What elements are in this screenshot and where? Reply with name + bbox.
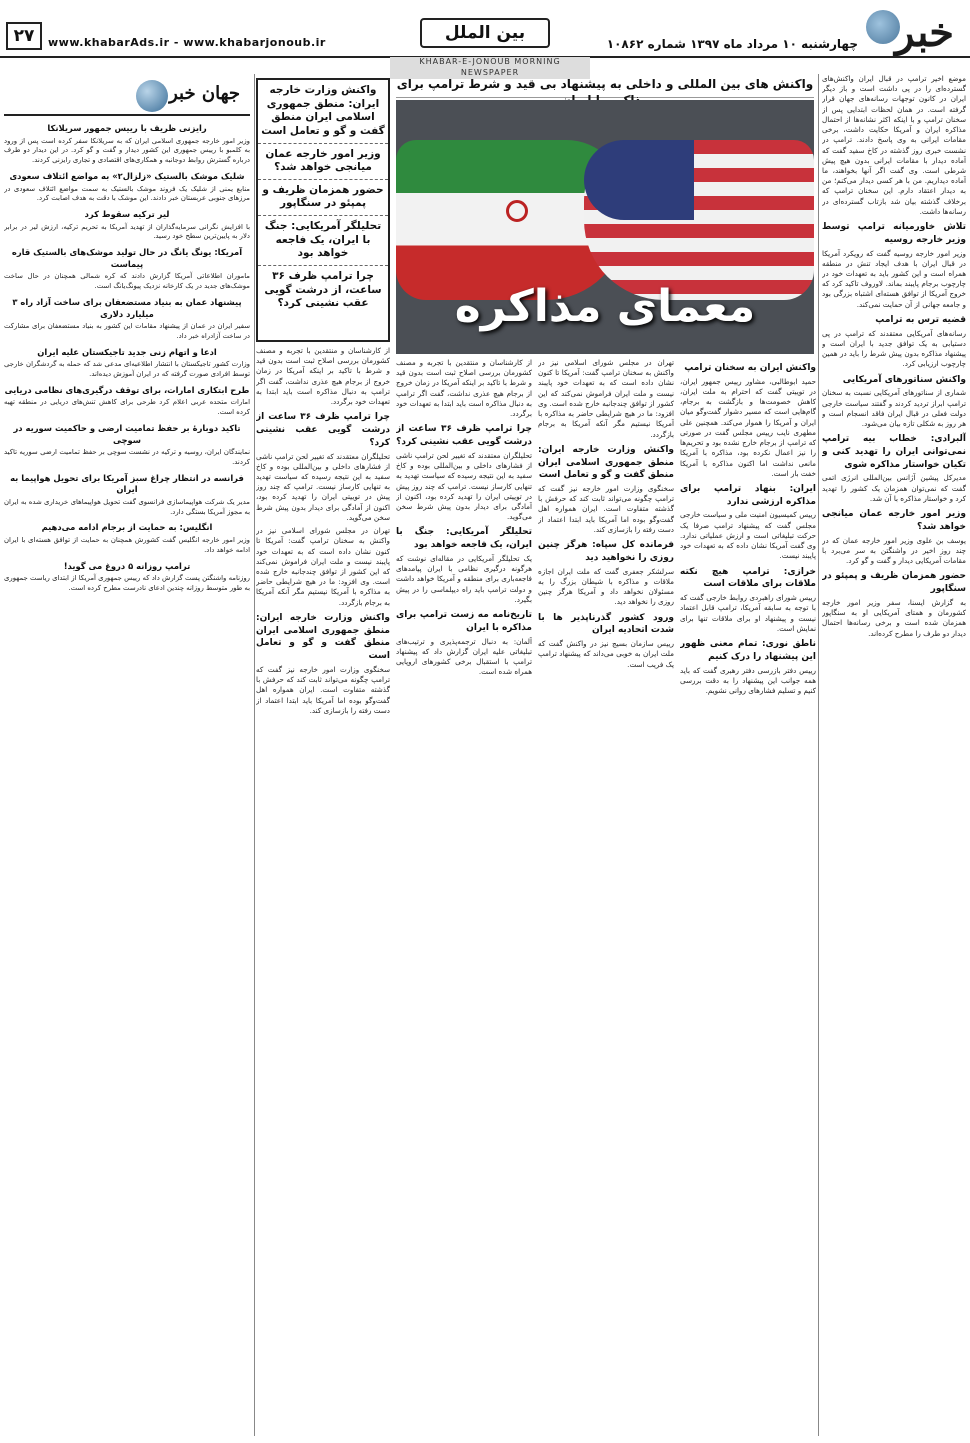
article-column-2 xyxy=(680,358,816,1436)
column-divider xyxy=(254,74,255,1436)
article-heading: تحلیلگر آمریکایی: جنگ با ایران، یک فاجعه خواهد بود xyxy=(396,527,532,551)
article-heading: حضور همزمان ظریف و پمپئو در سنگاپور xyxy=(822,571,966,595)
article-heading: وزیر امور خارجه عمان میانجی خواهد شد؟ xyxy=(822,509,966,532)
newspaper-english-name: KHABAR-E-JONOUB MORNING NEWSPAPER xyxy=(390,57,590,79)
article-paragraph: رییس شورای راهبردی روابط خارجی گفت که با توجه به سابقه آمریکا، ترامپ قابل اعتماد نیست و پیشنهاد او برای ملاقات تنها برای نمایش است. xyxy=(680,593,816,633)
article-heading: پیشنهاد عمان به بنیاد مستضعفان برای ساخت آزاد راه ۳ میلیارد دلاری xyxy=(12,296,242,319)
article-paragraph: وزیر امور خارجه روسیه گفت که رویکرد آمریکا در قبال ایران با هدف ایجاد تنش در منطقه همراه است و این کشور باید به تعهدات خود در چارچوب برجام پایبند بماند. لاوروف تاکید کرد که خروج آمریکا از توافق هسته‌ای اشتباه بزرگی بود و جامعه جهانی از آن حمایت نمی‌کند. xyxy=(822,248,966,309)
photo-title: معمای مذاکره xyxy=(454,280,756,332)
article-heading: واکنش سناتورهای آمریکایی xyxy=(842,374,966,385)
article-paragraph: ماموران اطلاعاتی آمریکا گزارش دادند که کره شمالی همچنان در حال ساخت موشک‌های جدید در یک کارخانه نزدیک پیونگ‌یانگ است. xyxy=(4,272,250,291)
article-paragraph: سرلشکر جعفری گفت که ملت ایران اجازه ملاقات و مذاکره با شیطان بزرگ را به مسئولان نخواهد داد و آمریکا هرگز چنین روزی را نخواهد دید. xyxy=(538,566,674,607)
article-heading: انگلیس: به حمایت از برجام ادامه می‌دهیم xyxy=(41,522,213,533)
article-heading: لیر ترکیه سقوط کرد xyxy=(84,208,170,219)
article-heading: ناطق نوری: تمام معنی ظهور این پیشنهاد را درک کنیم xyxy=(680,638,816,662)
article-heading: واکنش وزارت خارجه ایران: منطق جمهوری اسلامی ایران منطق گفت و گو و تعامل است xyxy=(256,612,390,662)
article-heading: ترامپ روزانه ۵ دروغ می گوید! xyxy=(63,560,191,571)
article-paragraph: یوسف بن علوی وزیر امور خارجه عمان که در چند روز اخیر در واشنگتن به سر می‌برد با مقامات آمریکایی دیدار و گفت و گو کرد. xyxy=(822,535,966,566)
article-heading: قضیه ترس به ترامپ xyxy=(875,314,966,325)
article-paragraph: موضع اخیر ترامپ در قبال ایران واکنش‌های گسترده‌ای را در پی داشت است و باز دیگر ایران در کانون توجهات رسانه‌های جهان قرار گرفته است. در همان لحظات ابتدایی پس از سخنان ترامپ و با اینکه اکثر نشانه‌ها از احتمال مذاکره ایران و آمریکا حکایت داشت، برخی مقامات ایرانی به وی پاسخ دادند. ترامپ در نشست خبری روز گذشته در کاخ سفید گفت که آماده دیدار با مقامات ایرانی بدون هیچ پیش شرطی است. وی گفت اگر آنها بخواهند، ما آماده دیداریم. من با هر کسی دیدار می‌کنم؛ من به دیدار اعتقاد دارم. این سخنان ترامپ که برخلاف گذشته بیان شد بازتاب گسترده‌ای در رسانه‌ها داشت. xyxy=(822,74,966,216)
article-paragraph: وزیر امور خارجه جمهوری اسلامی ایران که به سریلانکا سفر کرده است پس از ورود به کلمبو با رییس جمهوری این کشور دیدار و گفت و گو کرد. در این دیدار دو طرف درباره گسترش روابط دوجانبه و همکاری‌های اقتصادی و تجاری رایزنی کردند. xyxy=(4,136,250,165)
article-column-1 xyxy=(822,74,966,1436)
article-paragraph: تهران در مجلس شورای اسلامی نیز در واکنش به سخنان ترامپ گفت: آمریکا تا کنون نشان داده است که به تعهدات خود پایبند نیست و ملت ایران فراموش نمی‌کند که این کشور از توافق چندجانبه خارج شده است. وی افزود: ما در هیچ شرایطی حاضر به مذاکره با آمریکا نیستیم مگر آنکه آمریکا به برجام بازگردد. xyxy=(538,358,674,439)
article-paragraph: سفیر ایران در عمان از پیشنهاد مقامات این کشور به بنیاد مستضعفان برای مشارکت در ساخت آزادراه خبر داد. xyxy=(4,322,250,340)
issue-date: چهارشنبه ۱۰ مرداد ماه ۱۳۹۷ شماره ۱۰۸۶۲ xyxy=(606,37,858,51)
article-paragraph: رییس دفتر بازرسی دفتر رهبری گفت که باید همه جوانب این پیشنهاد را به دقت بررسی کنیم و تسلیم فشارهای روانی نشویم. xyxy=(680,665,816,695)
article-heading: ورود کشور گذرناپذیر ها با شدت اتحادیه ایران xyxy=(538,612,674,636)
article-paragraph: وزیر امور خارجه انگلیس گفت کشورش همچنان به حمایت از توافق هسته‌ای با ایران ادامه خواهد داد. xyxy=(4,536,250,554)
globe-icon xyxy=(136,80,168,112)
article-paragraph: تهران در مجلس شورای اسلامی نیز در واکنش به سخنان ترامپ گفت: آمریکا تا کنون نشان داده است که به تعهدات خود پایبند نیست و ملت ایران فراموش نمی‌کند که این کشور از توافق چندجانبه خارج شده است. وی افزود: ما در هیچ شرایطی حاضر به مذاکره با آمریکا نیستیم مگر آنکه آمریکا به برجام بازگردد. xyxy=(256,526,390,607)
website-link[interactable]: www.khabarAds.ir - www.khabarjonoub.ir xyxy=(48,36,326,49)
article-paragraph: مدیر یک شرکت هواپیماسازی فرانسوی گفت تحویل هواپیماهای خریداری شده به ایران به مجوز آمریکا بستگی دارد. xyxy=(4,498,250,516)
page-number: ۲۷ xyxy=(6,22,42,50)
article-heading: واکنش وزارت خارجه ایران: منطق جمهوری اسلامی ایران منطق گفت و گو و تعامل است xyxy=(538,444,674,481)
masthead xyxy=(0,0,970,77)
article-heading: خرازی: ترامپ هیچ نکته ملاقات برای ملاقات است xyxy=(680,566,816,590)
article-paragraph: به گزارش ایسنا، سفر وزیر امور خارجه کشورمان و همتای آمریکایی او به سنگاپور همزمان شده است و برخی رسانه‌ها احتمال دیدار دو طرف را مطرح کرده‌اند. xyxy=(822,597,966,638)
highlight-item[interactable]: چرا ترامپ ظرف ۳۶ ساعت، از درشت گویی عقب نشینی کرد؟ xyxy=(264,270,382,310)
world-news-title: جهان خبر xyxy=(169,83,240,104)
article-paragraph: از کارشناسان و منتقدین با تجربه و مصنف کشورمان بررسی اصلاح ثبت است بدون قید و شرط با تاکید بر اینکه آمریکا در زمان خروج از برجام هیچ عذری نداشت، گفت اگر ترامپ به دنبال مذاکره است باید ابتدا به تعهدات خود برگردد. xyxy=(256,346,390,407)
newspaper-logo xyxy=(864,4,964,56)
article-paragraph: رییس کمیسیون امنیت ملی و سیاست خارجی مجلس گفت که پیشنهاد ترامپ صرفا یک حرکت تبلیغاتی است و ارزش عملیاتی ندارد. وی گفت آمریکا نشان داده که به تعهدات خود پایبند نیست. xyxy=(680,510,816,561)
article-heading: تاریخ‌نامه مه زست ترامپ برای مذاکره با ایران xyxy=(396,610,532,633)
article-paragraph: تحلیلگران معتقدند که تغییر لحن ترامپ ناشی از فشارهای داخلی و بین‌المللی بوده و کاخ سفید به این نتیجه رسیده که سیاست تهدید به تنهایی کارساز نیست. ترامپ که چند روز پیش در توییتی ایران را تهدید کرده بود، اکنون از آمادگی برای دیدار بدون پیش شرط سخن می‌گوید. xyxy=(256,451,390,522)
article-column-5 xyxy=(256,346,390,1436)
article-heading: چرا ترامپ ظرف ۳۶ ساعت از درشت گویی عقب نشینی کرد؟ xyxy=(256,412,390,448)
article-paragraph: امارات متحده عربی اعلام کرد طرحی برای کاهش تنش‌های دریایی در منطقه تهیه کرده است. xyxy=(4,398,250,417)
article-column-4 xyxy=(396,358,532,1436)
main-headline: واکنش های بین المللی و داخلی به پیشنهاد بی قید و شرط ترامپ برای xyxy=(396,76,814,98)
logo-text: خبر xyxy=(895,9,954,56)
article-paragraph: با افزایش نگرانی سرمایه‌گذاران از تهدید آمریکا به تحریم ترکیه، ارزش لیر در برابر دلار به پایین‌ترین سطح خود رسید. xyxy=(4,222,250,241)
article-paragraph: یک تحلیلگر آمریکایی در مقاله‌ای نوشت که هرگونه درگیری نظامی با ایران پیامدهای فاجعه‌باری برای منطقه و آمریکا خواهد داشت و دولت ترامپ باید راه دیپلماسی را در پیش بگیرد. xyxy=(396,553,532,604)
article-column-3 xyxy=(538,358,674,1436)
article-heading: فرمانده کل سپاه: هرگز چنین روزی را نخواهید دید xyxy=(538,540,674,563)
article-paragraph: روزنامه واشنگتن پست گزارش داد که رییس جمهوری آمریکا از ابتدای ریاست جمهوری به طور متوسط روزانه چندین ادعای نادرست مطرح کرده است. xyxy=(4,574,250,592)
world-news-column xyxy=(4,118,250,1436)
article-heading: تاکید دوبارۀ بر حفظ تمامیت ارضی و حاکمیت سوریه در سوچی xyxy=(13,422,241,445)
article-paragraph: منابع یمنی از شلیک یک فروند موشک بالستیک به سمت مواضع ائتلاف سعودی در مرزهای جنوبی عربستان خبر دادند. این موشک با دقت به هدف اصابت کرد. xyxy=(4,184,250,203)
highlight-item[interactable]: حضور همزمان ظریف و پمپئو در سنگاپور xyxy=(258,180,388,216)
article-paragraph: آلمان: به دنبال ترجمه‌پذیری و ترتیب‌های تبلیغاتی علیه ایران گزارش داد که پیشنهاد ترامپ با استقبال برخی کشورهای اروپایی همراه شده است. xyxy=(396,636,532,677)
article-heading: آمریکا: یونگ یانگ در حال تولید موشک‌های بالستیک قاره پیماست xyxy=(11,246,243,269)
article-paragraph: تحلیلگران معتقدند که تغییر لحن ترامپ ناشی از فشارهای داخلی و بین‌المللی بوده و کاخ سفید به این نتیجه رسیده که سیاست تهدید به تنهایی کارساز نیست. ترامپ که چند روز پیش در توییتی ایران را تهدید کرده بود، اکنون از آمادگی برای دیدار بدون پیش شرط سخن می‌گوید. xyxy=(396,450,532,522)
article-paragraph: رسانه‌های آمریکایی معتقدند که ترامپ در پی دستیابی به یک توافق جدید با ایران است و پیشنهاد مذاکره بدون پیش شرط را باید در همین چارچوب ارزیابی کرد. xyxy=(822,328,966,369)
highlight-item[interactable]: وزیر امور خارجه عمان میانجی خواهد شد؟ xyxy=(258,144,388,180)
article-heading: آلبرادی: خطاب بیه ترامپ نمی‌توانی ایران را تهدید کنی و تکیان خواستار مذاکره شوی xyxy=(822,434,966,470)
column-divider xyxy=(818,74,819,1436)
article-paragraph: سخنگوی وزارت امور خارجه نیز گفت که ترامپ چگونه می‌تواند ثابت کند که حرفش با گذشته متفاوت است. ایران همواره اهل گفت‌وگو بوده اما آمریکا باید ابتدا اعتماد از دست رفته را بازسازی کند. xyxy=(256,664,390,715)
article-paragraph: حمید ابوطالبی، مشاور رییس جمهور ایران، در توییتی گفت که احترام به ملت ایران، کاهش خصومت‌ها و بازگشت به برجام، گام‌هایی است که مسیر دشوار گفت‌وگو میان ایران و آمریکا را هموار می‌کند. همچنین علی مطهری نایب رییس مجلس گفت در صورتی که ترامپ از برجام خارج نشده بود و تحریم‌ها را نیز اعمال نکرده بود، مذاکره با آمریکا مانعی نداشت اما اکنون مذاکره با آمریکا خفت بار است. xyxy=(680,376,816,478)
highlights-box xyxy=(256,78,390,342)
article-paragraph: رییس سازمان بسیج نیز در واکنش گفت که ملت ایران به خوبی می‌داند که پیشنهاد ترامپ یک فریب است. xyxy=(538,639,674,669)
article-heading: ادعا و اتهام زنی جدید تاجیکستان علیه ایران xyxy=(37,346,217,357)
article-paragraph: نمایندگان ایران، روسیه و ترکیه در نشست سوچی بر حفظ تمامیت ارضی سوریه تاکید کردند. xyxy=(4,448,250,466)
article-paragraph: وزارت کشور تاجیکستان با انتشار اطلاعیه‌ای مدعی شد که حمله به گردشگران خارجی توسط افرادی صورت گرفته که در ایران آموزش دیده‌اند. xyxy=(4,360,250,378)
article-paragraph: مدیرکل پیشین آژانس بین‌المللی انرژی اتمی گفت که نمی‌توان همزمان یک کشور را تهدید کرد و خواستار مذاکره با آن شد. xyxy=(822,473,966,503)
world-news-banner xyxy=(4,78,250,116)
lead-photo xyxy=(396,100,814,354)
article-paragraph: شماری از سناتورهای آمریکایی نسبت به سخنان ترامپ ابراز تردید کردند و گفتند سیاست خارجی دولت فعلی در قبال ایران فاقد انسجام است و هر روز به شکلی تازه بیان می‌شود. xyxy=(822,388,966,428)
article-heading: طرح ابتکاری امارات، برای توقف درگیری‌های نظامی دریایی xyxy=(4,384,250,395)
article-heading: شلیک موشک بالستیک «زلزال۲» به مواضع ائتلاف سعودی xyxy=(9,170,245,181)
article-paragraph: سخنگوی وزارت امور خارجه نیز گفت که ترامپ چگونه می‌تواند ثابت کند که حرفش با گذشته متفاوت است. ایران همواره اهل گفت‌وگو بوده اما آمریکا باید ابتدا اعتماد از دست رفته را بازسازی کند. xyxy=(538,484,674,534)
usa-stars-icon xyxy=(584,140,694,220)
article-heading: واکنش ایران به سخنان ترامپ xyxy=(684,363,816,373)
article-heading: ایران: بنهاد ترامپ برای مذاکره ارزشی ندارد xyxy=(680,483,816,507)
highlight-item[interactable]: واکنش وزارت خارجه ایران: منطق جمهوری اسلامی ایران منطق گفت و گو و تعامل است xyxy=(258,80,388,144)
article-heading: رایزنی ظریف با رییس جمهور سریلانکا xyxy=(47,123,207,133)
article-heading: چرا ترامپ ظرف ۳۶ ساعت از درشت گویی عقب نشینی کرد؟ xyxy=(396,424,532,448)
highlight-item[interactable]: تحلیلگر آمریکایی: جنگ با ایران، یک فاجعه خواهد بود xyxy=(258,216,388,266)
section-title: بین الملل xyxy=(420,18,550,48)
article-heading: فرانسه در انتظار چراغ سبز آمریکا برای تحویل هواپیما به ایران xyxy=(10,472,244,495)
iran-emblem-icon xyxy=(506,200,528,222)
article-paragraph: از کارشناسان و منتقدین با تجربه و مصنف کشورمان بررسی اصلاح ثبت است بدون قید و شرط با تاکید بر اینکه آمریکا در زمان خروج از برجام هیچ عذری نداشت، گفت اگر ترامپ به دنبال مذاکره است باید ابتدا به تعهدات خود برگردد. xyxy=(396,358,532,419)
article-heading: تلاش خاورمیانه ترامپ توسط وزیر خارجه روسیه xyxy=(822,222,966,245)
